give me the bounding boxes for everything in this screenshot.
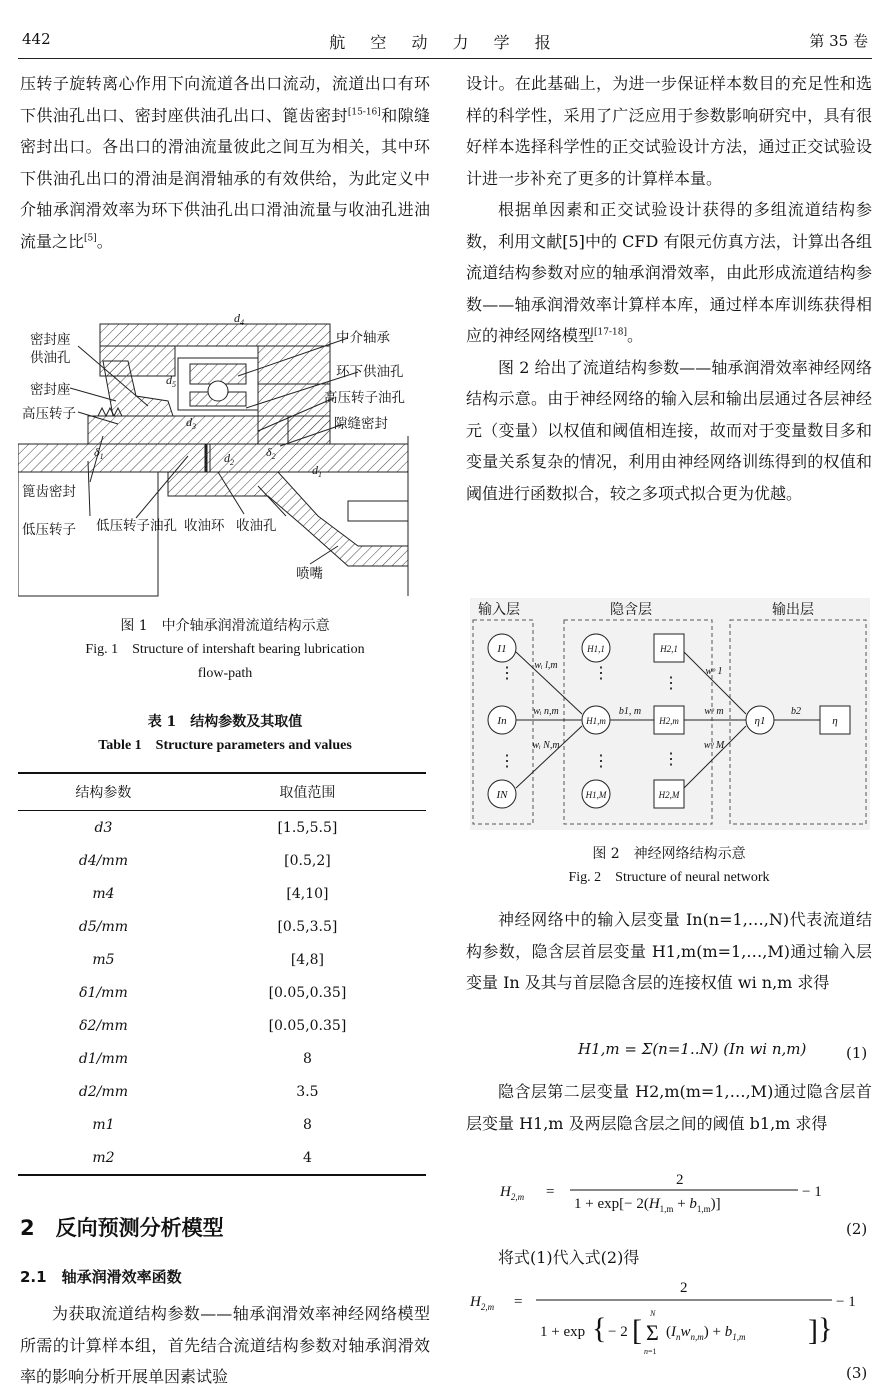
value-cell: [0.5,3.5] xyxy=(277,918,338,935)
node-In: In xyxy=(497,715,507,727)
node-H21: H2,1 xyxy=(660,644,678,654)
svg-text:⋮: ⋮ xyxy=(593,753,609,770)
citation: [17-18] xyxy=(594,327,627,338)
svg-text:1 + exp[− 2(H1,m + b1,m)]: $1 + \exp[- 2(H_{1,m} + b_{1,m})]$ xyxy=(574,1196,721,1214)
svg-text:− 1: − 1 xyxy=(836,1294,856,1310)
node-eta1: η1 xyxy=(754,715,766,727)
header-param: 结构参数 xyxy=(18,773,189,811)
figure-2-caption xyxy=(466,842,872,890)
equation-3 xyxy=(468,1276,868,1358)
table-row xyxy=(18,877,426,910)
value-cell: [0.5,2] xyxy=(284,852,331,869)
svg-text:2: 2 xyxy=(676,1172,684,1188)
node-H2M: H2,M xyxy=(658,790,680,800)
dim-d2: $d_2$ xyxy=(224,451,234,467)
dim-d3: $d_3$ xyxy=(186,415,196,431)
left-column-top xyxy=(20,68,430,257)
node-IN: IN xyxy=(496,789,508,801)
svg-text:{: { xyxy=(592,1312,607,1345)
citation: [5] xyxy=(84,233,97,244)
volume: 第 35 卷 xyxy=(809,32,868,50)
flow-path-diagram xyxy=(18,306,432,598)
table-1-title xyxy=(18,710,432,758)
value-cell: [1.5,5.5] xyxy=(277,819,338,836)
paragraph: 根据单因素和正交试验设计获得的多组流道结构参数，利用文献[5]中的 CFD 有限元仿真方法，计算出各组流道结构参数对应的轴承润滑效率，由此形成流道结构参数——轴承润滑效率计算样本库，通过样本库训练获得相应的神经网络模型[17-18]。 xyxy=(466,200,872,345)
header-range: 取值范围 xyxy=(189,773,426,811)
value-cell: 8 xyxy=(302,1116,312,1133)
node-eta: η xyxy=(832,715,838,727)
dim-d5: $d_5$ xyxy=(166,373,176,389)
label-ring-oil-hole: 环下供油孔 xyxy=(336,364,404,379)
node-H2m: H2,m xyxy=(659,716,679,726)
dim-delta1: $\delta_1$ xyxy=(94,445,104,461)
svg-text:H2,m: $H_{2,m}$ xyxy=(470,1294,495,1312)
svg-text:=: = xyxy=(514,1294,523,1310)
param-cell: d1/mm xyxy=(78,1050,128,1067)
subsection-title: 2.1 轴承润滑效率函数 xyxy=(20,1268,182,1286)
text: 。 xyxy=(96,231,113,251)
svg-text:⋮: ⋮ xyxy=(663,675,679,692)
paragraph: 神经网络中的输入层变量 In(n=1,…,N)代表流道结构参数，隐含层首层变量 H1,m(m=1,…,M)通过输入层变量 In 及其与首层隐含层的连接权值 wi n,m 求得 xyxy=(466,910,872,992)
label-nozzle: 喷嘴 xyxy=(296,566,323,581)
svg-text:(Inwn,m) + b1,m: $(I_nw_{n,m}) + b_{1,m}$ xyxy=(666,1324,746,1342)
label-seal-seat: 密封座 xyxy=(30,382,71,397)
table-header-row xyxy=(18,773,426,811)
svg-text:H2,m: $H_{2,m}$ xyxy=(500,1184,525,1202)
figure-2 xyxy=(470,598,870,830)
svg-text:]: ] xyxy=(808,1314,818,1347)
svg-text:⋮: ⋮ xyxy=(499,665,515,682)
caption-en: Fig. 2 Structure of neural network xyxy=(568,870,770,885)
label-oil-ring: 收油环 xyxy=(184,518,225,533)
layer-hidden: 隐含层 xyxy=(610,603,652,618)
page-number: 442 xyxy=(22,30,51,48)
table-row xyxy=(18,844,426,877)
svg-text:− 1: − 1 xyxy=(802,1184,822,1200)
svg-text:⋮: ⋮ xyxy=(593,665,609,682)
svg-text:⋮: ⋮ xyxy=(499,753,515,770)
svg-text:2: 2 xyxy=(680,1280,688,1296)
svg-text:⋮: ⋮ xyxy=(663,751,679,768)
journal-title: 航 空 动 力 学 报 xyxy=(329,33,561,52)
text: 根据单因素和正交试验设计获得的多组流道结构参数，利用文献[5]中的 CFD 有限元仿真方法，计算出各组流道结构参数对应的轴承润滑效率，由此形成流道结构参数——轴承润滑效率计算样本库，通过样本库训练获得相应的神经网络模型 xyxy=(466,200,872,345)
dim-delta2: $\delta_2$ xyxy=(266,445,276,461)
structure-parameter-table xyxy=(18,772,426,1176)
value-cell: [4,10] xyxy=(286,885,329,902)
label-hp-rotor: 高压转子 xyxy=(22,406,76,421)
param-cell: δ1/mm xyxy=(79,984,128,1001)
page-header xyxy=(0,0,890,60)
label-gap-seal: 隙缝密封 xyxy=(334,416,388,431)
caption-cn: 图 1 中介轴承润滑流道结构示意 xyxy=(120,618,330,634)
label-oil-collect-hole: 收油孔 xyxy=(236,518,277,533)
param-cell: m2 xyxy=(18,1141,189,1175)
right-mid-paragraph-3 xyxy=(466,1242,872,1274)
value-cell: 3.5 xyxy=(296,1083,319,1100)
table-title-cn: 表 1 结构参数及其取值 xyxy=(147,714,303,730)
figure-1 xyxy=(18,306,432,598)
right-mid-paragraph-2 xyxy=(466,1076,872,1139)
paragraph: 隐含层第二层变量 H2,m(m=1,…,M)通过隐含层首层变量 H1,m 及两层隐含层之间的阈值 b1,m 求得 xyxy=(466,1082,872,1133)
svg-text:Σ: Σ xyxy=(646,1320,659,1345)
paragraph: 图 2 给出了流道结构参数——轴承润滑效率神经网络结构示意。由于神经网络的输入层和输出层通过各层神经元（变量）以权值和阈值相连接，故而对于变量数目多和变量关系复杂的情况，利用由神经网络训练得到的权值和阈值进行函数拟合，较之多项式拟合更为优越。 xyxy=(466,357,872,503)
equation-2-number: (2) xyxy=(846,1220,868,1238)
weight-wom: wᵒ m xyxy=(704,706,724,717)
table-title-en: Table 1 Structure parameters and values xyxy=(98,738,352,753)
caption-cn: 图 2 神经网络结构示意 xyxy=(592,846,746,862)
table-row xyxy=(18,910,426,943)
text: 和隙缝密封出口。各出口的滑油流量彼此之间互为相关，其中环下供油孔出口的滑油是润滑轴承的有效供给，为此定义中介轴承润滑效率为环下供油孔出口滑油流量与收油孔进油流量之比 xyxy=(20,105,430,251)
value-cell: 8 xyxy=(302,1050,312,1067)
equation-1: H1,m = Σ(n=1..N) (In wi n,m) xyxy=(578,1040,807,1058)
bias-b2: b2 xyxy=(791,706,801,717)
bias-b1m: b1, m xyxy=(618,706,642,717)
label-lp-rotor-oil-hole: 低压转子油孔 xyxy=(96,518,177,533)
caption-en-cont: flow-path xyxy=(197,666,253,681)
param-cell: d4/mm xyxy=(78,852,128,869)
node-H1M: H1,M xyxy=(585,790,607,800)
label-intershaft-bearing: 中介轴承 xyxy=(336,330,390,345)
value-cell: 4 xyxy=(189,1141,426,1175)
param-cell: m1 xyxy=(92,1116,115,1133)
weight-wnm: wᵢ n,m xyxy=(533,706,559,717)
svg-text:}: } xyxy=(818,1312,833,1345)
value-cell: [4,8] xyxy=(290,951,325,968)
equation-2 xyxy=(496,1170,836,1214)
svg-text:1 + exp: 1 + exp xyxy=(540,1324,586,1340)
param-cell: δ2/mm xyxy=(79,1017,128,1034)
node-H1m: H1,m xyxy=(586,716,606,726)
table-row xyxy=(18,1009,426,1042)
weight-w1m: wᵢ l,m xyxy=(534,660,558,671)
right-mid-paragraph-1 xyxy=(466,904,872,999)
text: 压转子旋转离心作用下向流道各出口流动，流道出口有环下供油孔出口、密封座供油孔出口、篦齿密封 xyxy=(20,74,430,125)
table-row xyxy=(18,976,426,1009)
param-cell: d2/mm xyxy=(78,1083,128,1100)
citation: [15-16] xyxy=(347,107,381,118)
value-cell: [0.05,0.35] xyxy=(268,984,347,1001)
left-bottom-paragraph xyxy=(20,1298,430,1393)
equation-3-number: (3) xyxy=(846,1364,868,1382)
weight-wo1: wᵒ 1 xyxy=(705,666,723,677)
figure-1-caption xyxy=(18,614,432,686)
header-rule xyxy=(18,58,872,59)
label-seal-seat-oil-hole-2: 供油孔 xyxy=(30,350,71,365)
table-row xyxy=(18,811,426,845)
label-labyrinth: 篦齿密封 xyxy=(22,484,76,499)
paragraph xyxy=(20,68,430,257)
section-title: 2 反向预测分析模型 xyxy=(20,1216,224,1240)
label-hp-rotor-oil-hole: 高压转子油孔 xyxy=(324,390,405,405)
table-row xyxy=(18,943,426,976)
equation-1-number: (1) xyxy=(846,1044,868,1062)
label-lp-rotor: 低压转子 xyxy=(22,522,76,537)
param-cell: d5/mm xyxy=(78,918,128,935)
paragraph: 为获取流道结构参数——轴承润滑效率神经网络模型所需的计算样本组，首先结合流道结构参数对轴承润滑效率的影响分析开展单因素试验 xyxy=(20,1304,430,1386)
paragraph: 将式(1)代入式(2)得 xyxy=(498,1248,640,1267)
svg-text:=: = xyxy=(546,1184,555,1200)
node-H11: H1,1 xyxy=(587,644,605,654)
table-row xyxy=(18,1141,426,1175)
svg-text:[: [ xyxy=(632,1314,642,1347)
param-cell: m5 xyxy=(92,951,115,968)
table-row xyxy=(18,1075,426,1108)
svg-text:− 2: − 2 xyxy=(608,1324,628,1340)
value-cell: [0.05,0.35] xyxy=(268,1017,347,1034)
param-cell: m4 xyxy=(92,885,115,902)
weight-wNm: wᵢ N,m xyxy=(532,740,560,751)
param-cell: d3 xyxy=(94,819,113,836)
caption-en: Fig. 1 Structure of intershaft bearing lubrication xyxy=(85,642,365,657)
dim-d4: $d_4$ xyxy=(234,311,244,327)
table-row xyxy=(18,1108,426,1141)
label-seal-seat-oil-hole-1: 密封座 xyxy=(30,332,71,347)
node-I1: I1 xyxy=(497,643,507,655)
right-column-top xyxy=(466,68,872,509)
layer-input: 输入层 xyxy=(478,603,520,618)
paragraph: 设计。在此基础上，为进一步保证样本数目的充足性和选样的科学性，采用了广泛应用于参数影响研究中，具有很好样本选择科学性的正交试验设计方法，通过正交试验设计进一步补充了更多的计算样本量。 xyxy=(466,74,872,188)
svg-text:N: N xyxy=(650,1309,656,1318)
dim-d1: $d_1$ xyxy=(312,463,322,479)
svg-text:n=1: n=1 xyxy=(644,1347,657,1356)
neural-network-diagram xyxy=(470,598,870,830)
table-row xyxy=(18,1042,426,1075)
weight-woM: wᵒ M xyxy=(703,740,725,751)
layer-output: 输出层 xyxy=(772,603,814,618)
